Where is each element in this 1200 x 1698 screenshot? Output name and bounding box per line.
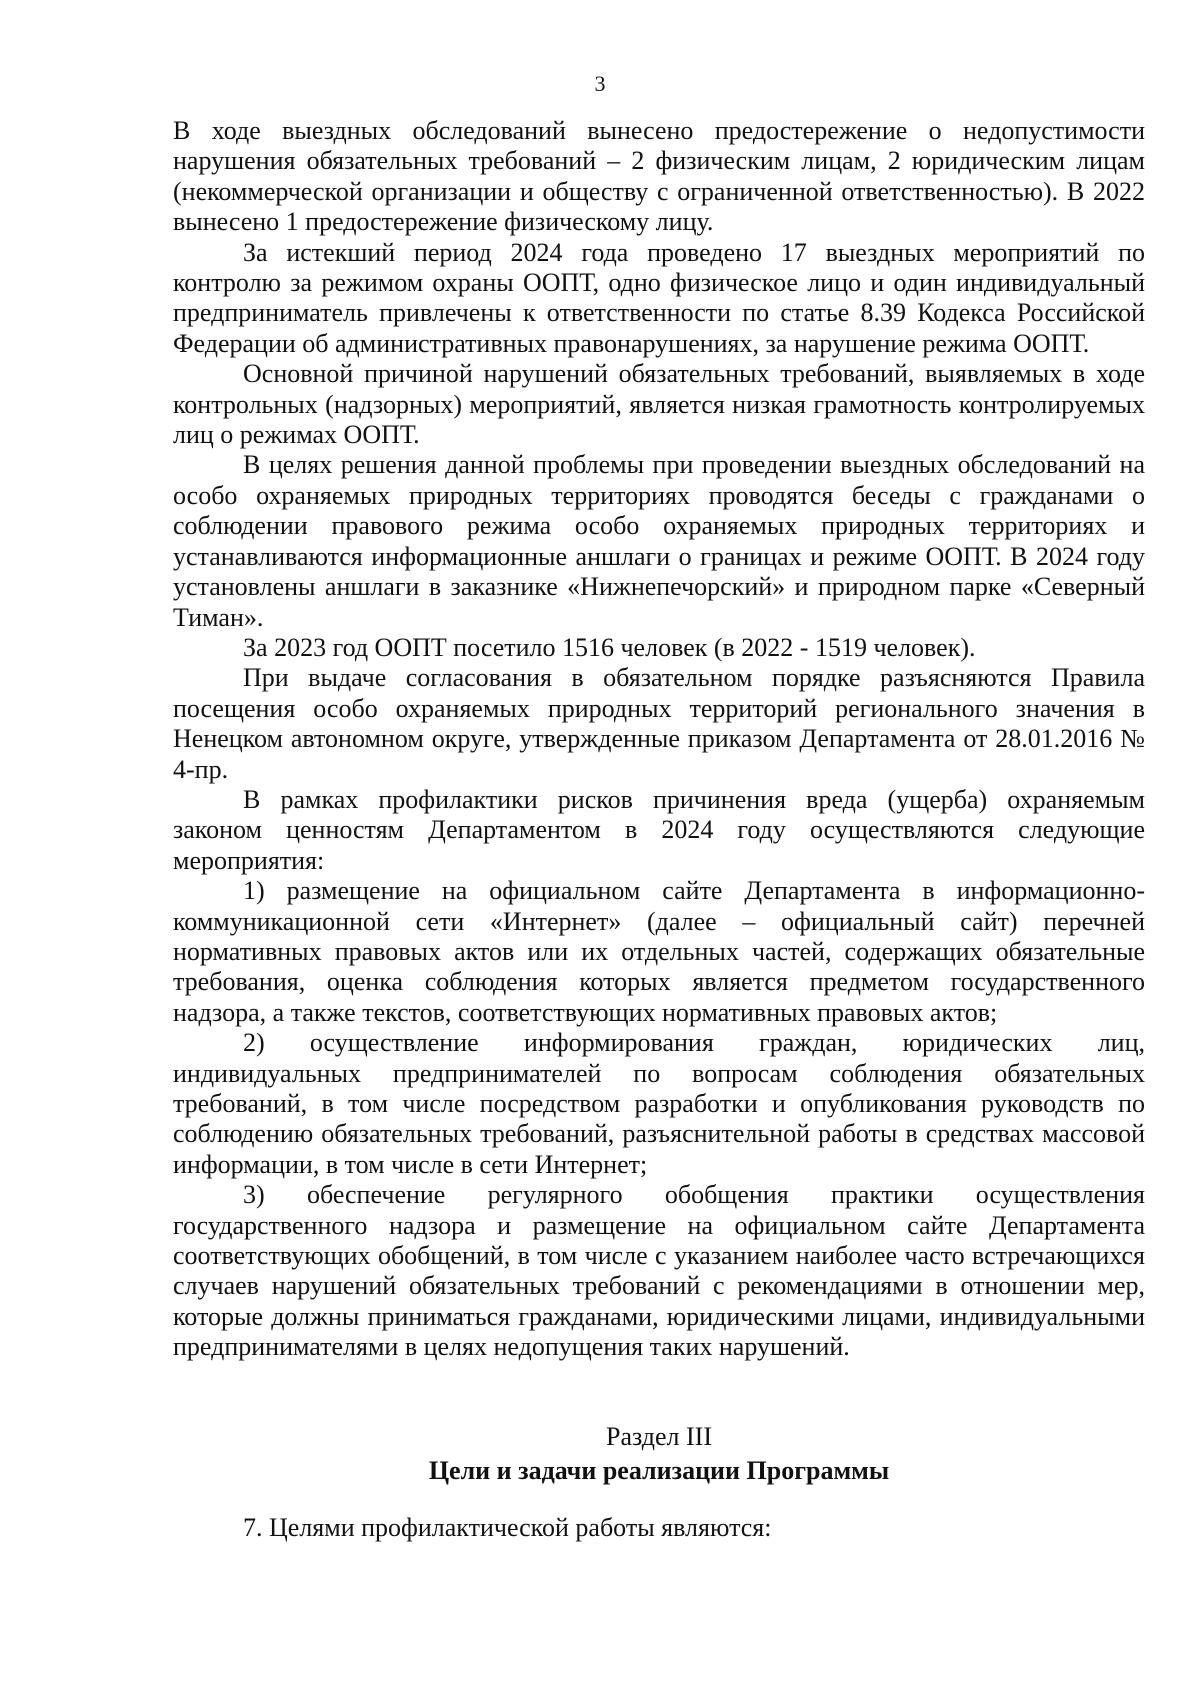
paragraph-problem-solution: В целях решения данной проблемы при проведении выездных обследований на особо охраняемых природных территориях проводятся беседы с гражданами о соблюдении правового режима особо охраняемых природных территориях и устанавливаются информационные аншлаги о границах и режиме ООПТ. В 2024 году установлены аншлаги в заказнике «Нижнепечорский» и природном парке «Северный Тиман». xyxy=(173,450,1145,632)
section-title: Цели и задачи реализации Программы xyxy=(428,1456,890,1485)
list-item-measure-1: 1) размещение на официальном сайте Департамента в информационно-коммуникационной сети «Интернет» (далее – официальный сайт) перечней нормативных правовых актов или их отдельных частей, содержащих обязательные требования, оценка соблюдения которых является предметом государственного надзора, а также текстов, соответствующих нормативных правовых актов; xyxy=(173,876,1145,1027)
list-item-measure-3: 3) обеспечение регулярного обобщения практики осуществления государственного надзора и размещение на официальном сайте Департамента соответствующих обобщений, в том числе с указанием наиболее часто встречающихся случаев нарушений обязательных требований с рекомендациями в отношении мер, которые должны приниматься гражданами, юридическими лицами, индивидуальными предпринимателями в целях недопущения таких нарушений. xyxy=(173,1180,1145,1362)
document-body xyxy=(173,116,1145,1363)
page-number: 3 xyxy=(594,71,606,96)
list-item-measure-2: 2) осуществление информирования граждан, юридических лиц, индивидуальных предпринимателей по вопросам соблюдения обязательных требований, в том числе посредством разработки и опубликования руководств по соблюдению обязательных требований, разъяснительной работы в средствах массовой информации, в том числе в сети Интернет; xyxy=(173,1028,1145,1179)
paragraph-visitors: За 2023 год ООПТ посетило 1516 человек (в 2022 - 1519 человек). xyxy=(243,632,976,662)
section-heading xyxy=(173,1420,1145,1488)
paragraph-prevention-measures: В рамках профилактики рисков причинения вреда (ущерба) охраняемым законом ценностям Департаментом в 2024 году осуществляются следующие мероприятия: xyxy=(173,784,1145,875)
goals-intro: 7. Целями профилактической работы являются: xyxy=(243,1513,772,1542)
paragraph-violation-cause: Основной причиной нарушений обязательных требований, выявляемых в ходе контрольных (надзорных) мероприятий, является низкая грамотность контролируемых лиц о режимах ООПТ. xyxy=(173,359,1145,450)
section-label: Раздел III xyxy=(605,1422,713,1451)
paragraph-inspections: За истекший период 2024 года проведено 17 выездных мероприятий по контролю за режимом охраны ООПТ, одно физическое лицо и один индивидуальный предприниматель привлечены к ответственности по статье 8.39 Кодекса Российской Федерации об административных правонарушениях, за нарушение режима ООПТ. xyxy=(173,237,1145,358)
paragraph-visit-rules: При выдаче согласования в обязательном порядке разъясняются Правила посещения особо охраняемых природных территорий регионального значения в Ненецком автономном округе, утвержденные приказом Департамента от 28.01.2016 № 4-пр. xyxy=(173,663,1145,784)
paragraph-warnings: В ходе выездных обследований вынесено предостережение о недопустимости нарушения обязательных требований – 2 физическим лицам, 2 юридическим лицам (некоммерческой организации и обществу с ограниченной ответственностью). В 2022 вынесено 1 предостережение физическому лицу. xyxy=(173,116,1145,237)
